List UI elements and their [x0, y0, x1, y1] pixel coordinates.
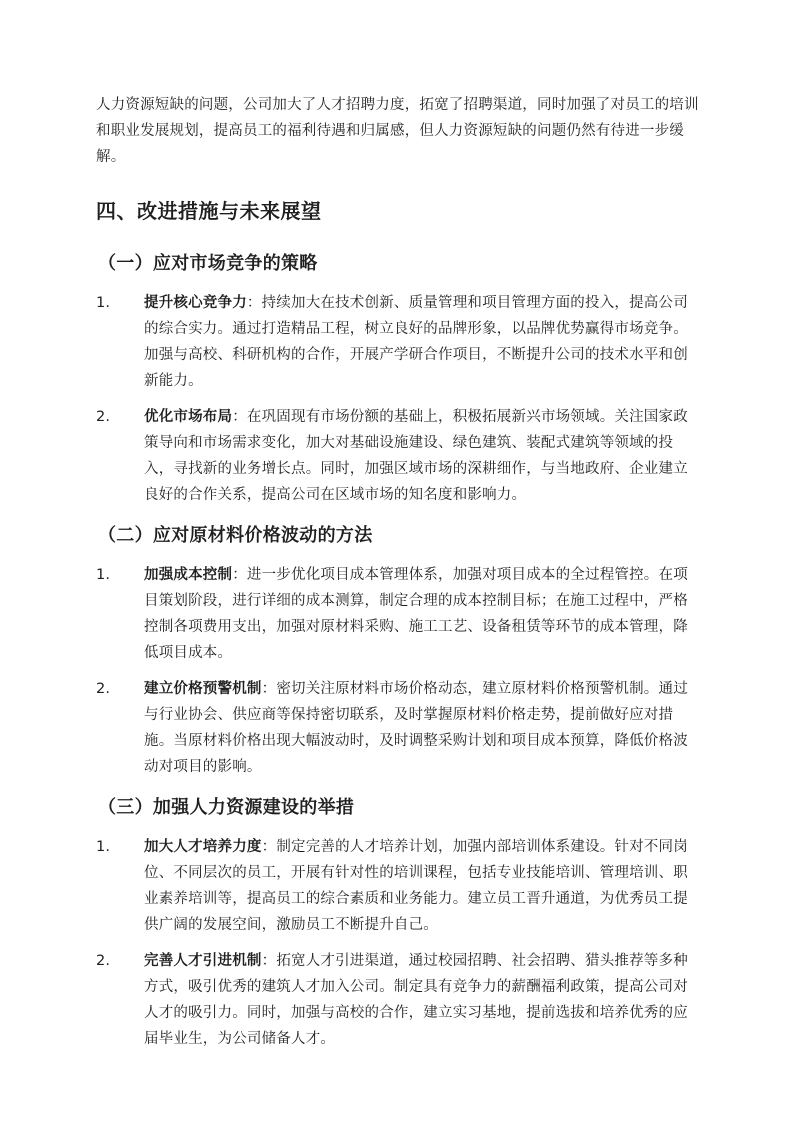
- item-text: 拓宽人才引进渠道，通过校园招聘、社会招聘、猎头推荐等多种方式，吸引优秀的建筑人才加入公司。制定具有竞争力的薪酬福利政策，提高公司对人才的吸引力。同时，加强与高校的合作，建立实习基地，提前选拔和培养优秀的应届毕业生，为公司储备人才。: [144, 953, 688, 1047]
- subsection-1-heading: （一）应对市场竞争的策略: [98, 253, 318, 274]
- item-separator: ：: [261, 839, 277, 855]
- list-item: [96, 562, 702, 666]
- item-text: 进一步优化项目成本管理体系，加强对项目成本的全过程管控。在项目策划阶段，进行详细的成本测算，制定合理的成本控制目标；在施工过程中，严格控制各项费用支出，加强对原材料采购、施工工艺、设备租赁等环节的成本管理，降低项目成本。: [144, 567, 688, 661]
- list-item: [96, 676, 702, 780]
- item-term: 加强成本控制: [144, 567, 233, 583]
- page-content: [96, 92, 702, 1062]
- subsection-2-list: [96, 562, 702, 780]
- item-term: 优化市场布局: [144, 409, 233, 425]
- list-item: [96, 948, 702, 1052]
- list-number: 1.: [96, 567, 111, 583]
- item-text: 在巩固现有市场份额的基础上，积极拓展新兴市场领域。关注国家政策导向和市场需求变化，加大对基础设施建设、绿色建筑、装配式建筑等领域的投入，寻找新的业务增长点。同时，加强区域市场的深耕细作，与当地政府、企业建立良好的合作关系，提高公司在区域市场的知名度和影响力。: [144, 409, 688, 503]
- subsection-human-resources: [96, 794, 702, 1052]
- list-number: 1.: [96, 295, 111, 311]
- item-separator: ：: [261, 953, 277, 969]
- subsection-1-list: [96, 290, 702, 508]
- subsection-market-competition: [96, 250, 702, 508]
- item-text: 制定完善的人才培养计划，加强内部培训体系建设。针对不同岗位、不同层次的员工，开展有针对性的培训课程，包括专业技能培训、管理培训、职业素养培训等，提高员工的综合素质和业务能力。建立员工晋升通道，为优秀员工提供广阔的发展空间，激励员工不断提升自己。: [144, 839, 688, 933]
- list-number: 2.: [96, 681, 111, 697]
- list-number: 2.: [96, 409, 111, 425]
- item-separator: ：: [232, 567, 247, 583]
- list-item: [96, 290, 702, 394]
- subsection-material-price: [96, 522, 702, 780]
- item-separator: ：: [261, 681, 277, 697]
- list-item: [96, 404, 702, 508]
- section-4-heading: 四、改进措施与未来展望: [96, 199, 322, 223]
- subsection-3-list: [96, 834, 702, 1052]
- list-item: [96, 834, 702, 938]
- item-term: 提升核心竞争力: [144, 295, 247, 311]
- item-text: 密切关注原材料市场价格动态，建立原材料价格预警机制。通过与行业协会、供应商等保持密切联系，及时掌握原材料价格走势，提前做好应对措施。当原材料价格出现大幅波动时，及时调整采购计划和项目成本预算，降低价格波动对项目的影响。: [144, 681, 688, 775]
- subsection-2-heading: （二）应对原材料价格波动的方法: [98, 525, 373, 546]
- intro-paragraph: 人力资源短缺的问题，公司加大了人才招聘力度，拓宽了招聘渠道，同时加强了对员工的培训和职业发展规划，提高员工的福利待遇和归属感，但人力资源短缺的问题仍然有待进一步缓解。: [96, 97, 699, 165]
- item-text: 持续加大在技术创新、质量管理和项目管理方面的投入，提高公司的综合实力。通过打造精品工程，树立良好的品牌形象，以品牌优势赢得市场竞争。加强与高校、科研机构的合作，开展产学研合作项目，不断提升公司的技术水平和创新能力。: [144, 295, 688, 389]
- list-number: 1.: [96, 839, 111, 855]
- list-number: 2.: [96, 953, 111, 969]
- item-term: 加大人才培养力度: [144, 839, 262, 855]
- item-separator: ：: [246, 295, 262, 311]
- item-separator: ：: [232, 409, 247, 425]
- subsection-3-heading: （三）加强人力资源建设的举措: [98, 797, 355, 818]
- item-term: 建立价格预警机制: [144, 681, 262, 697]
- item-term: 完善人才引进机制: [144, 953, 262, 969]
